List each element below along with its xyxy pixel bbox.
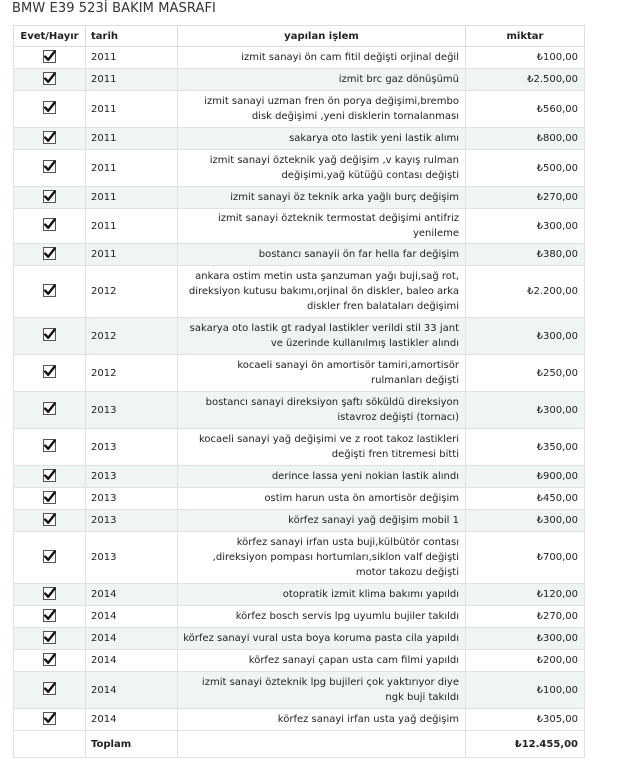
table-row bbox=[14, 187, 585, 209]
year-cell[interactable]: 2014 bbox=[86, 709, 178, 731]
description-cell[interactable]: ostim harun usta ön amortisör değişim bbox=[178, 488, 466, 510]
year-cell[interactable]: 2013 bbox=[86, 466, 178, 488]
table-row bbox=[14, 47, 585, 69]
checkbox-checked-icon[interactable] bbox=[43, 591, 56, 602]
check-cell bbox=[14, 510, 86, 532]
check-cell bbox=[14, 392, 86, 429]
checkbox-checked-icon[interactable] bbox=[43, 517, 56, 528]
year-cell[interactable]: 2011 bbox=[86, 209, 178, 244]
amount-cell[interactable]: ₺560,00 bbox=[466, 91, 585, 128]
amount-cell[interactable]: ₺2.500,00 bbox=[466, 69, 585, 91]
header-amount[interactable]: miktar bbox=[466, 26, 585, 47]
checkbox-checked-icon[interactable] bbox=[43, 76, 56, 87]
description-cell[interactable]: izmit sanayi özteknik yağ değişim ,v kayış rulman değişimi,yağ kütüğü contası değişti bbox=[178, 150, 466, 187]
check-cell bbox=[14, 488, 86, 510]
year-cell[interactable]: 2013 bbox=[86, 510, 178, 532]
table-row bbox=[14, 628, 585, 650]
checkbox-checked-icon[interactable] bbox=[43, 135, 56, 146]
year-cell[interactable]: 2012 bbox=[86, 266, 178, 318]
description-cell[interactable]: kocaeli sanayi yağ değişimi ve z root takoz lastikleri değişti fren titremesi bitti bbox=[178, 429, 466, 466]
check-cell bbox=[14, 672, 86, 709]
year-cell[interactable]: 2012 bbox=[86, 318, 178, 355]
description-cell[interactable]: bostancı sanayii ön far hella far değişim bbox=[178, 244, 466, 266]
checkbox-checked-icon[interactable] bbox=[43, 473, 56, 484]
year-cell[interactable]: 2011 bbox=[86, 91, 178, 128]
checkbox-checked-icon[interactable] bbox=[43, 105, 56, 116]
checkbox-checked-icon[interactable] bbox=[43, 54, 56, 65]
table-row bbox=[14, 606, 585, 628]
amount-cell[interactable]: ₺300,00 bbox=[466, 318, 585, 355]
table-row bbox=[14, 150, 585, 187]
description-cell[interactable]: izmit sanayi ön cam fitil değişti orjinal değil bbox=[178, 47, 466, 69]
description-cell[interactable]: ankara ostim metin usta şanzuman yağı buji,sağ rot, direksiyon kutusu bakımı,orjinal ön diskler, baleo arka diskler fren balataları değişimi bbox=[178, 266, 466, 318]
amount-cell[interactable]: ₺120,00 bbox=[466, 584, 585, 606]
year-cell[interactable]: 2011 bbox=[86, 69, 178, 91]
description-cell[interactable]: izmit sanayi uzman fren ön porya değişimi,brembo disk değişimi ,yeni disklerin tornalanması bbox=[178, 91, 466, 128]
year-cell[interactable]: 2011 bbox=[86, 187, 178, 209]
amount-cell[interactable]: ₺380,00 bbox=[466, 244, 585, 266]
table-row bbox=[14, 510, 585, 532]
year-cell[interactable]: 2012 bbox=[86, 355, 178, 392]
year-cell[interactable]: 2014 bbox=[86, 628, 178, 650]
table-row bbox=[14, 709, 585, 731]
amount-cell[interactable]: ₺305,00 bbox=[466, 709, 585, 731]
checkbox-checked-icon[interactable] bbox=[43, 406, 56, 417]
table-row bbox=[14, 69, 585, 91]
description-cell[interactable]: körfez sanayi çapan usta cam filmi yapıldı bbox=[178, 650, 466, 672]
total-row bbox=[14, 731, 585, 758]
checkbox-checked-icon[interactable] bbox=[43, 164, 56, 175]
check-cell bbox=[14, 318, 86, 355]
checkbox-checked-icon[interactable] bbox=[43, 635, 56, 646]
check-cell bbox=[14, 429, 86, 466]
check-cell bbox=[14, 128, 86, 150]
table-row bbox=[14, 466, 585, 488]
year-cell[interactable]: 2011 bbox=[86, 47, 178, 69]
description-cell[interactable]: körfez bosch servis lpg uyumlu bujiler takıldı bbox=[178, 606, 466, 628]
checkbox-checked-icon[interactable] bbox=[43, 657, 56, 668]
table-row bbox=[14, 584, 585, 606]
year-cell[interactable]: 2014 bbox=[86, 650, 178, 672]
checkbox-checked-icon[interactable] bbox=[43, 369, 56, 380]
amount-cell[interactable]: ₺250,00 bbox=[466, 355, 585, 392]
table-row bbox=[14, 128, 585, 150]
description-cell[interactable]: sakarya oto lastik gt radyal lastikler verildi stil 33 jant ve üzerinde kullanılmış lastikler alındı bbox=[178, 318, 466, 355]
table-row bbox=[14, 650, 585, 672]
amount-cell[interactable]: ₺300,00 bbox=[466, 628, 585, 650]
amount-cell[interactable]: ₺700,00 bbox=[466, 532, 585, 584]
checkbox-checked-icon[interactable] bbox=[43, 443, 56, 454]
year-cell[interactable]: 2014 bbox=[86, 584, 178, 606]
amount-cell[interactable]: ₺800,00 bbox=[466, 128, 585, 150]
amount-cell[interactable]: ₺300,00 bbox=[466, 510, 585, 532]
table-row bbox=[14, 209, 585, 244]
year-cell[interactable]: 2013 bbox=[86, 392, 178, 429]
description-cell[interactable]: körfez sanayi irfan usta yağ değişim bbox=[178, 709, 466, 731]
table-row bbox=[14, 355, 585, 392]
amount-cell[interactable]: ₺100,00 bbox=[466, 672, 585, 709]
table-row bbox=[14, 429, 585, 466]
check-cell bbox=[14, 187, 86, 209]
total-amount[interactable]: ₺12.455,00 bbox=[466, 731, 585, 758]
amount-cell[interactable]: ₺2.200,00 bbox=[466, 266, 585, 318]
check-cell bbox=[14, 532, 86, 584]
total-check-cell bbox=[14, 731, 86, 758]
maintenance-table bbox=[13, 25, 585, 758]
year-cell[interactable]: 2014 bbox=[86, 672, 178, 709]
description-cell[interactable]: bostancı sanayi direksiyon şaftı söküldü direksiyon istavroz değişti (tornacı) bbox=[178, 392, 466, 429]
check-cell bbox=[14, 606, 86, 628]
sheet-title: BMW E39 523İ BAKIM MASRAFI bbox=[12, 1, 216, 16]
check-cell bbox=[14, 628, 86, 650]
checkbox-checked-icon[interactable] bbox=[43, 288, 56, 299]
checkbox-checked-icon[interactable] bbox=[43, 554, 56, 565]
description-cell[interactable]: izmit sanayi özteknik lpg bujileri çok yaktırıyor diye ngk buji takıldı bbox=[178, 672, 466, 709]
table-row bbox=[14, 266, 585, 318]
check-cell bbox=[14, 209, 86, 244]
amount-cell[interactable]: ₺270,00 bbox=[466, 187, 585, 209]
total-desc-cell bbox=[178, 731, 466, 758]
amount-cell[interactable]: ₺450,00 bbox=[466, 488, 585, 510]
year-cell[interactable]: 2011 bbox=[86, 128, 178, 150]
year-cell[interactable]: 2011 bbox=[86, 150, 178, 187]
checkbox-checked-icon[interactable] bbox=[43, 222, 56, 233]
description-cell[interactable]: körfez sanayi irfan usta buji,külbütör contası ,direksiyon pompası hortumları,siklon valf değişti motor takozu değişti bbox=[178, 532, 466, 584]
table-row bbox=[14, 91, 585, 128]
total-label[interactable]: Toplam bbox=[86, 731, 178, 758]
description-cell[interactable]: izmit sanayi öz teknik arka yağlı burç değişim bbox=[178, 187, 466, 209]
check-cell bbox=[14, 150, 86, 187]
checkbox-checked-icon[interactable] bbox=[43, 194, 56, 205]
table-row bbox=[14, 488, 585, 510]
check-cell bbox=[14, 69, 86, 91]
checkbox-checked-icon[interactable] bbox=[43, 495, 56, 506]
year-cell[interactable]: 2013 bbox=[86, 488, 178, 510]
header-check[interactable]: Evet/Hayır bbox=[14, 26, 86, 47]
checkbox-checked-icon[interactable] bbox=[43, 716, 56, 727]
check-cell bbox=[14, 355, 86, 392]
header-row bbox=[14, 26, 585, 47]
amount-cell[interactable]: ₺300,00 bbox=[466, 209, 585, 244]
year-cell[interactable]: 2013 bbox=[86, 429, 178, 466]
amount-cell[interactable]: ₺900,00 bbox=[466, 466, 585, 488]
check-cell bbox=[14, 266, 86, 318]
year-cell[interactable]: 2014 bbox=[86, 606, 178, 628]
table-row bbox=[14, 318, 585, 355]
amount-cell[interactable]: ₺270,00 bbox=[466, 606, 585, 628]
table-row bbox=[14, 392, 585, 429]
check-cell bbox=[14, 47, 86, 69]
checkbox-checked-icon[interactable] bbox=[43, 686, 56, 697]
description-cell[interactable]: körfez sanayi yağ değişim mobil 1 bbox=[178, 510, 466, 532]
table-row bbox=[14, 244, 585, 266]
amount-cell[interactable]: ₺350,00 bbox=[466, 429, 585, 466]
checkbox-checked-icon[interactable] bbox=[43, 332, 56, 343]
table-row bbox=[14, 672, 585, 709]
description-cell[interactable]: derince lassa yeni nokian lastik alındı bbox=[178, 466, 466, 488]
amount-cell[interactable]: ₺500,00 bbox=[466, 150, 585, 187]
amount-cell[interactable]: ₺200,00 bbox=[466, 650, 585, 672]
description-cell[interactable]: körfez sanayi vural usta boya koruma pasta cila yapıldı bbox=[178, 628, 466, 650]
description-cell[interactable]: izmit brc gaz dönüşümü bbox=[178, 69, 466, 91]
header-description[interactable]: yapılan işlem bbox=[178, 26, 466, 47]
description-cell[interactable]: izmit sanayi özteknik termostat değişimi antifriz yenileme bbox=[178, 209, 466, 244]
header-year[interactable]: tarih bbox=[86, 26, 178, 47]
table-row bbox=[14, 532, 585, 584]
check-cell bbox=[14, 584, 86, 606]
checkbox-checked-icon[interactable] bbox=[43, 613, 56, 624]
check-cell bbox=[14, 709, 86, 731]
year-cell[interactable]: 2013 bbox=[86, 532, 178, 584]
description-cell[interactable]: kocaeli sanayi ön amortisör tamiri,amortisör rulmanları değişti bbox=[178, 355, 466, 392]
check-cell bbox=[14, 91, 86, 128]
description-cell[interactable]: sakarya oto lastik yeni lastik alımı bbox=[178, 128, 466, 150]
checkbox-checked-icon[interactable] bbox=[43, 251, 56, 262]
check-cell bbox=[14, 650, 86, 672]
amount-cell[interactable]: ₺300,00 bbox=[466, 392, 585, 429]
description-cell[interactable]: otopratik izmit klima bakımı yapıldı bbox=[178, 584, 466, 606]
amount-cell[interactable]: ₺100,00 bbox=[466, 47, 585, 69]
year-cell[interactable]: 2011 bbox=[86, 244, 178, 266]
check-cell bbox=[14, 466, 86, 488]
check-cell bbox=[14, 244, 86, 266]
